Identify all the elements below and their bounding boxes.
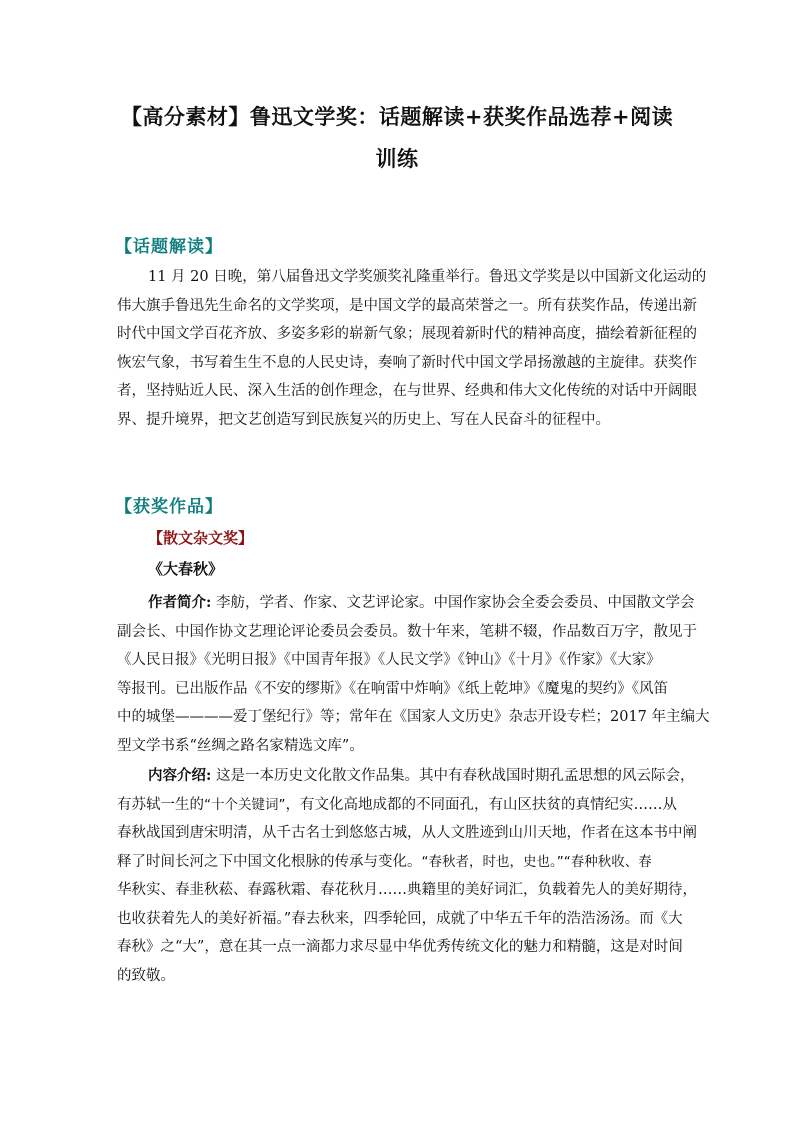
work-title: 《大春秋》 bbox=[148, 560, 224, 578]
content-first-text: 这是一本历史文化散文作品集。其中有春秋战国时期孔孟思想的风云际会， bbox=[211, 768, 695, 784]
author-paragraph bbox=[117, 589, 710, 760]
document-title bbox=[100, 96, 694, 180]
author-first-line bbox=[117, 589, 695, 618]
title-line-2: 训练 bbox=[375, 146, 419, 171]
content-text: ，有文化高地成都的不同面孔，有山区扶贫的真情纪实……从 bbox=[285, 796, 677, 813]
content-line: 春秋》之“大”，意在其一点一滴都力求尽显中华优秀传统文化的魅力和精髓，这是对时间 bbox=[117, 939, 683, 955]
content-line bbox=[117, 791, 679, 820]
author-first-text: 李舫，学者、作家、文艺评论家。中国作家协会全委会委员、中国散文学会 bbox=[211, 595, 695, 611]
topic-line: 恢宏气象，书写着生生不息的人民史诗，奏响了新时代中国文学昂扬激越的主旋律。获奖作 bbox=[117, 354, 697, 371]
content-line: 华秋实、春韭秋菘、春露秋霜、春花秋月……典籍里的美好词汇，负载着先人的美好期待， bbox=[117, 882, 697, 898]
author-line: 等报刊。已出版作品《不安的缪斯》《在响雷中炸响》《纸上乾坤》《魔鬼的契约》《风笛 bbox=[117, 680, 668, 697]
content-text: 有苏轼一生的 bbox=[117, 796, 204, 813]
author-line: 副会长、中国作协文艺理论评论委员会委员。数十年来，笔耕不辍，作品数百万字，散见于 bbox=[117, 623, 697, 640]
content-line bbox=[117, 848, 679, 877]
author-line: 型文学书系“丝绸之路名家精选文库”。 bbox=[117, 737, 364, 754]
author-line: 《人民日报》《光明日报》《中国青年报》《人民文学》《钟山》《十月》《作家》《大家》 bbox=[117, 652, 661, 668]
works-heading: 【获奖作品】 bbox=[115, 497, 223, 517]
content-first-line bbox=[117, 762, 695, 791]
topic-line: 时代中国文学百花齐放、多姿多彩的崭新气象；展现着新时代的精神高度，描绘着新征程的 bbox=[117, 326, 697, 342]
content-label: 内容介绍: bbox=[148, 767, 212, 784]
content-paragraph bbox=[117, 762, 697, 990]
content-quote: “春种秋收、春 bbox=[563, 853, 652, 870]
author-line: 中的城堡————爱丁堡纪行》等；常年在《国家人文历史》杂志开设专栏；2017 年主编大 bbox=[117, 709, 710, 725]
topic-line: 11 月 20 日晚，第八届鲁迅文学奖颁奖礼隆重举行。鲁迅文学奖是以中国新文化运动的 bbox=[148, 269, 707, 285]
content-quote: “春秋者，时也，史也。” bbox=[421, 853, 564, 870]
topic-heading: 【话题解读】 bbox=[115, 237, 223, 257]
content-line: 也收获着先人的美好祈福。”春去秋来，四季轮回，成就了中华五千年的浩浩汤汤。而《大 bbox=[117, 910, 683, 927]
category-heading: 【散文杂文奖】 bbox=[148, 529, 254, 547]
topic-line: 界、提升境界，把文艺创造写到民族复兴的历史上、写在人民奋斗的征程中。 bbox=[117, 411, 610, 428]
author-label: 作者简介: bbox=[148, 594, 212, 611]
content-line: 的致敬。 bbox=[117, 967, 175, 984]
content-text: 释了时间长河之下中国文化根脉的传承与变化。 bbox=[117, 853, 422, 870]
content-line: 春秋战国到唐宋明清，从千古名士到悠悠古城，从人文胜迹到山川天地，作者在这本书中阐 bbox=[117, 825, 697, 841]
title-line-1: 【高分素材】鲁迅文学奖：话题解读+获奖作品选荐+阅读 bbox=[120, 104, 674, 129]
topic-paragraph bbox=[117, 263, 707, 434]
topic-line: 伟大旗手鲁迅先生命名的文学奖项，是中国文学的最高荣誉之一。所有获奖作品，传递出新 bbox=[117, 297, 697, 314]
topic-line: 者，坚持贴近人民、深入生活的创作理念，在与世界、经典和伟大文化传统的对话中开阔眼 bbox=[117, 383, 697, 399]
content-quote: “十个关键词” bbox=[204, 796, 286, 813]
